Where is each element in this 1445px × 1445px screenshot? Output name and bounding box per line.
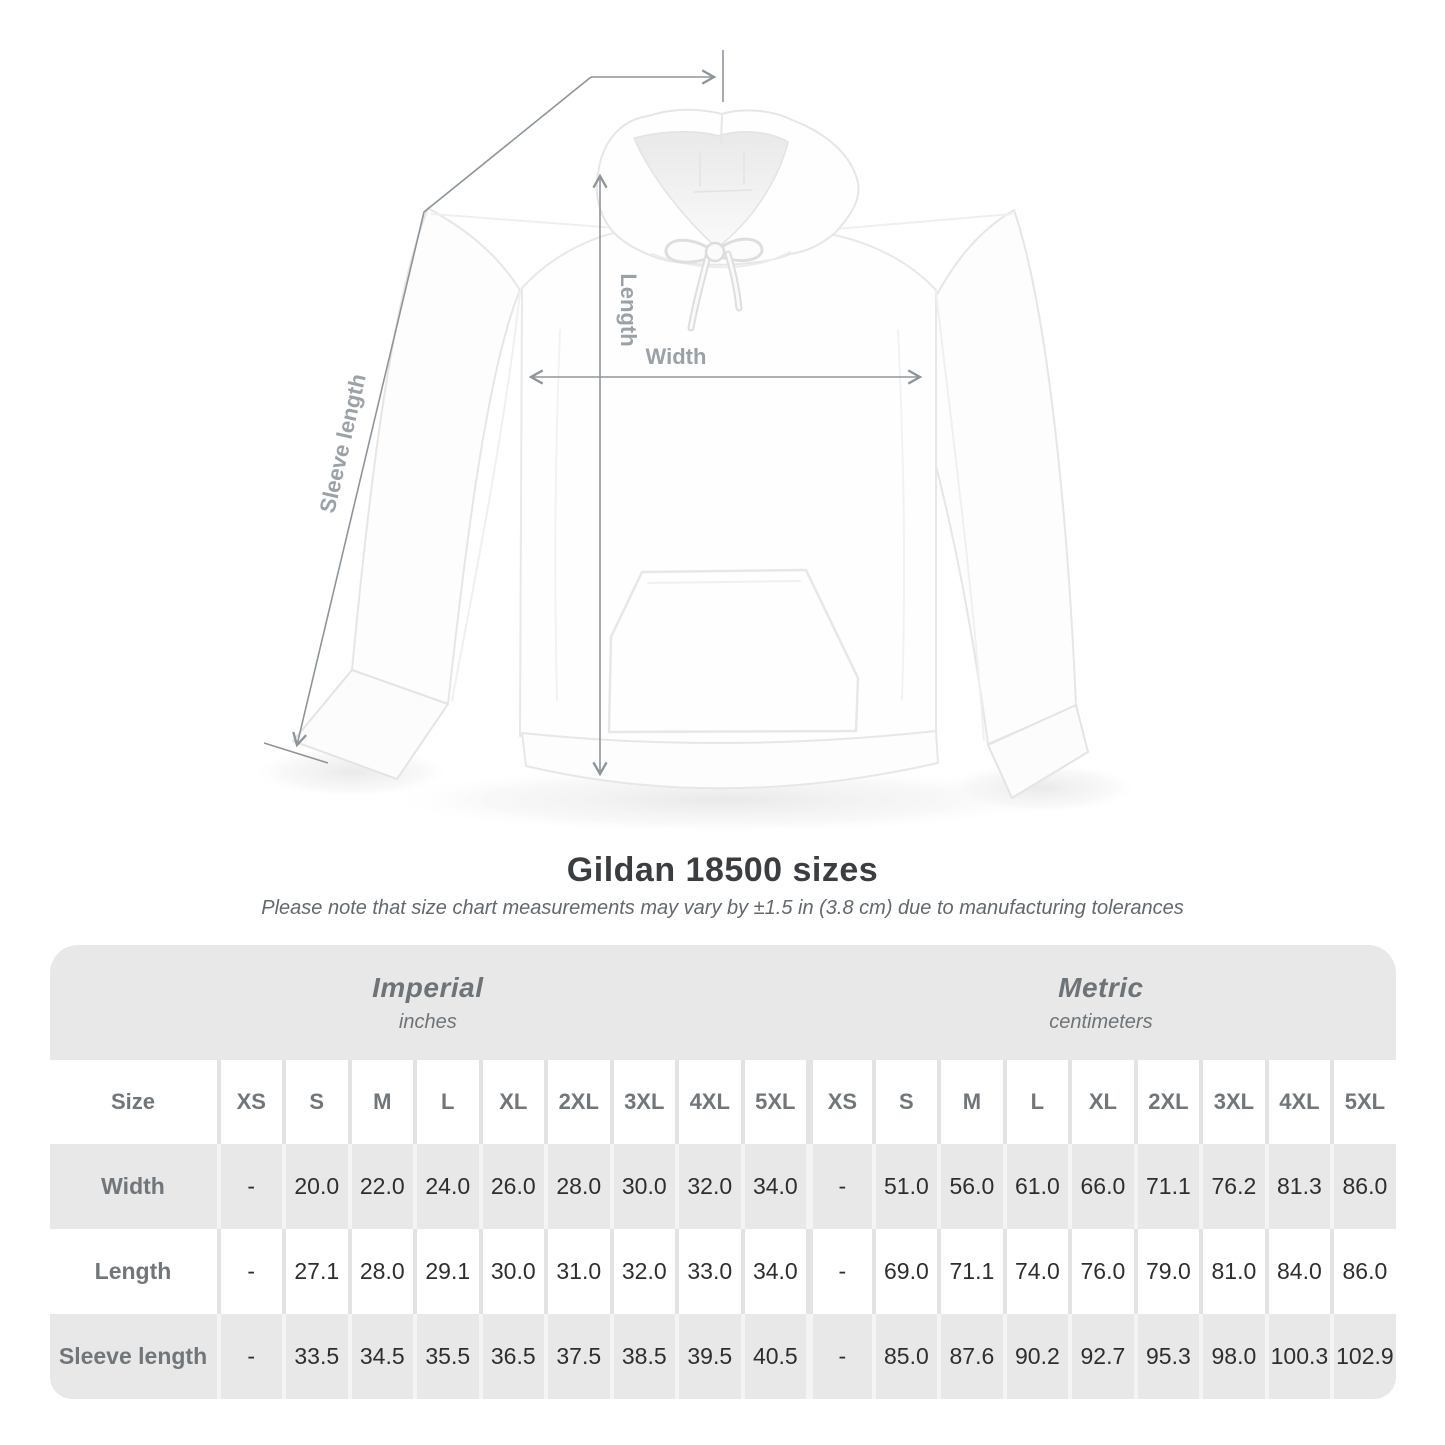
cell: 76.2 (1199, 1144, 1265, 1229)
cell: - (217, 1144, 283, 1229)
size-table (50, 945, 1396, 1399)
length-label: Length (616, 273, 641, 347)
metric-size-header: L (1003, 1060, 1069, 1144)
cell: - (806, 1144, 872, 1229)
cell: 74.0 (1003, 1229, 1069, 1314)
cell: 20.0 (282, 1144, 348, 1229)
cell: 81.0 (1199, 1229, 1265, 1314)
cell: 34.0 (741, 1229, 807, 1314)
cell: - (806, 1229, 872, 1314)
cell: 81.3 (1265, 1144, 1331, 1229)
imperial-size-header: 5XL (741, 1060, 807, 1144)
cell: 40.5 (741, 1314, 807, 1399)
imperial-size-header: XL (479, 1060, 545, 1144)
cell: 100.3 (1265, 1314, 1331, 1399)
cell: 90.2 (1003, 1314, 1069, 1399)
cell: - (217, 1229, 283, 1314)
cell: 39.5 (675, 1314, 741, 1399)
metric-size-header: 2XL (1134, 1060, 1200, 1144)
cell: 32.0 (610, 1229, 676, 1314)
cell: 35.5 (413, 1314, 479, 1399)
cell: 85.0 (872, 1314, 938, 1399)
cell: 33.5 (282, 1314, 348, 1399)
cell: 66.0 (1068, 1144, 1134, 1229)
cell: - (217, 1314, 283, 1399)
cell: 86.0 (1330, 1229, 1395, 1314)
imperial-band (50, 945, 807, 1060)
cell: 29.1 (413, 1229, 479, 1314)
imperial-size-header: L (413, 1060, 479, 1144)
cell: 86.0 (1330, 1144, 1395, 1229)
cell: 102.9 (1330, 1314, 1395, 1399)
cell: 56.0 (937, 1144, 1003, 1229)
metric-band (806, 945, 1395, 1060)
cell: 92.7 (1068, 1314, 1134, 1399)
cell: - (806, 1314, 872, 1399)
metric-size-header: M (937, 1060, 1003, 1144)
cell: 79.0 (1134, 1229, 1200, 1314)
metric-size-header: S (872, 1060, 938, 1144)
imperial-size-header: S (282, 1060, 348, 1144)
cell: 27.1 (282, 1229, 348, 1314)
cell: 71.1 (1134, 1144, 1200, 1229)
cell: 26.0 (479, 1144, 545, 1229)
cell: 32.0 (675, 1144, 741, 1229)
imperial-size-header: M (348, 1060, 414, 1144)
cell: 28.0 (348, 1229, 414, 1314)
cell: 69.0 (872, 1229, 938, 1314)
hoodie-illustration (293, 110, 1088, 798)
imperial-size-header: 2XL (544, 1060, 610, 1144)
table-row-width (50, 1144, 1396, 1229)
imperial-title: Imperial (372, 971, 484, 1003)
metric-size-header: 3XL (1199, 1060, 1265, 1144)
cell: 31.0 (544, 1229, 610, 1314)
cell: 95.3 (1134, 1314, 1200, 1399)
width-label: Width (645, 344, 707, 369)
unit-band-row (50, 945, 1396, 1060)
cell: 24.0 (413, 1144, 479, 1229)
cell: 33.0 (675, 1229, 741, 1314)
metric-size-header: XL (1068, 1060, 1134, 1144)
cell: 30.0 (610, 1144, 676, 1229)
hoodie-left-sleeve (352, 208, 520, 704)
cell: 71.1 (937, 1229, 1003, 1314)
size-header-row (50, 1060, 1396, 1144)
cell: 36.5 (479, 1314, 545, 1399)
tolerance-note: Please note that size chart measurements may vary by ±1.5 in (3.8 cm) due to manufacturing tolerances (261, 897, 1184, 919)
cell: 22.0 (348, 1144, 414, 1229)
cell: 30.0 (479, 1229, 545, 1314)
imperial-unit: inches (398, 1010, 457, 1033)
row-label: Sleeve length (50, 1314, 217, 1399)
metric-title: Metric (1058, 971, 1144, 1003)
size-column-header: Size (50, 1060, 217, 1144)
sleeve-length-label: Sleeve length (314, 371, 371, 516)
cell: 98.0 (1199, 1314, 1265, 1399)
imperial-size-header: XS (217, 1060, 283, 1144)
imperial-size-header: 4XL (675, 1060, 741, 1144)
cell: 61.0 (1003, 1144, 1069, 1229)
metric-size-header: 4XL (1265, 1060, 1331, 1144)
cell: 34.0 (741, 1144, 807, 1229)
page-title: Gildan 18500 sizes (566, 851, 879, 889)
table-row-length (50, 1229, 1396, 1314)
row-label: Width (50, 1144, 217, 1229)
cell: 37.5 (544, 1314, 610, 1399)
metric-size-header: 5XL (1330, 1060, 1395, 1144)
cell: 76.0 (1068, 1229, 1134, 1314)
table-row-sleeve-length (50, 1314, 1396, 1399)
metric-size-header: XS (806, 1060, 872, 1144)
imperial-size-header: 3XL (610, 1060, 676, 1144)
title-block (0, 851, 1445, 920)
metric-unit: centimeters (1049, 1010, 1153, 1033)
cell: 51.0 (872, 1144, 938, 1229)
cell: 84.0 (1265, 1229, 1331, 1314)
cell: 28.0 (544, 1144, 610, 1229)
row-label: Length (50, 1229, 217, 1314)
hoodie-right-sleeve (934, 210, 1076, 744)
cell: 38.5 (610, 1314, 676, 1399)
cell: 87.6 (937, 1314, 1003, 1399)
cell: 34.5 (348, 1314, 414, 1399)
